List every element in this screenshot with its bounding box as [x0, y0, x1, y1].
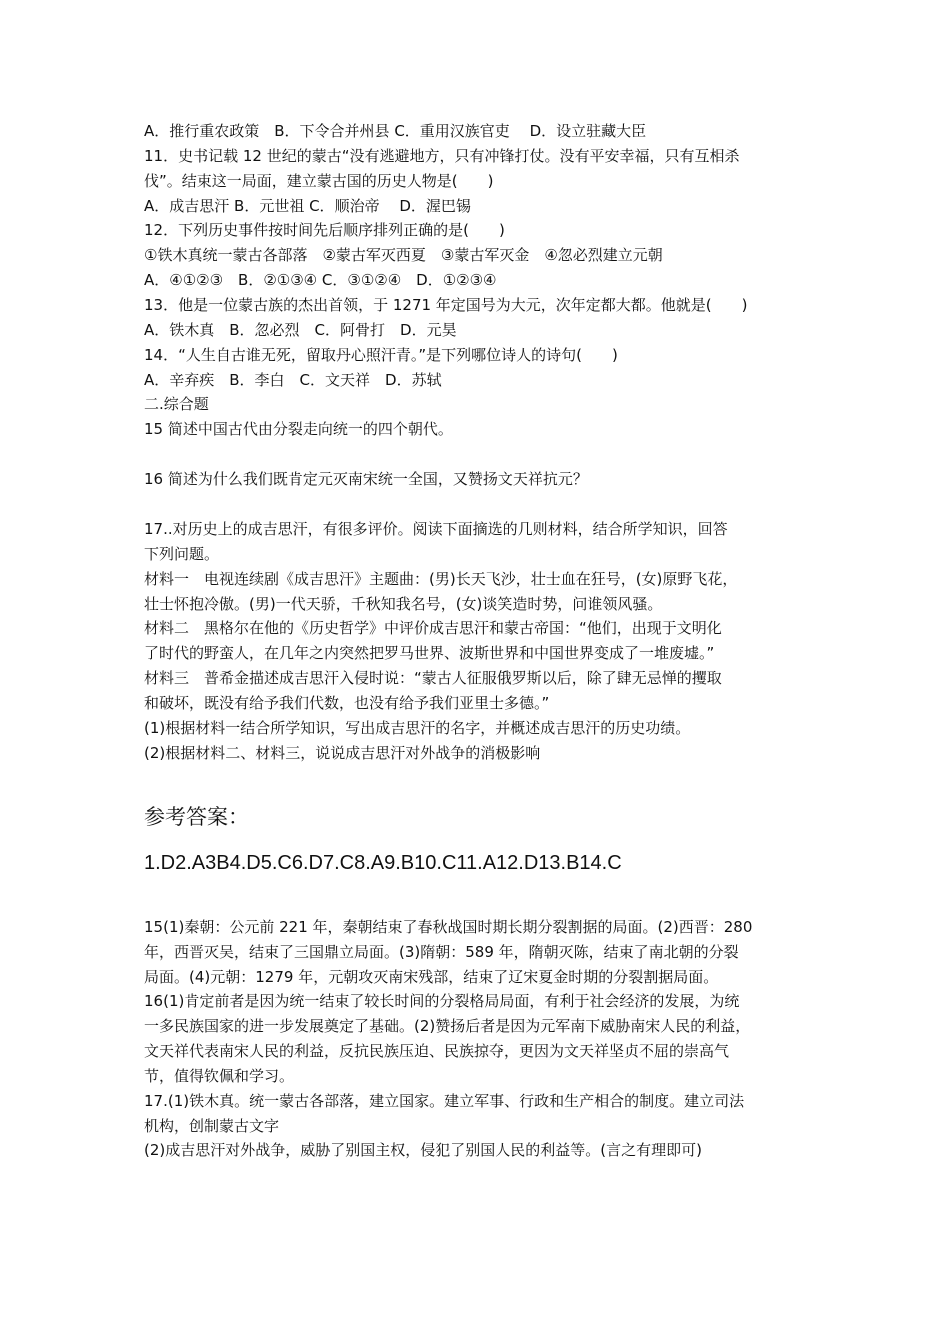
material3-line1: 材料三 普希金描述成吉思汗入侵时说：“蒙古人征服俄罗斯以后，除了肆无忌惮的攫取 — [144, 669, 722, 687]
q16-question: 16 简述为什么我们既肯定元灭南宋统一全国，又赞扬文天祥抗元？ — [144, 470, 588, 488]
answer16-line3: 文天祥代表南宋人民的利益，反抗民族压迫、民族掠夺，更因为文天祥坚贞不屈的崇高气 — [144, 1042, 730, 1060]
q11-stem-line1: 11．史书记载 12 世纪的蒙古“没有逃避地方，只有冲锋打仗。没有平安幸福，只有互相杀 — [144, 147, 740, 165]
answer17-line3: (2)成吉思汗对外战争，威胁了别国主权，侵犯了别国人民的利益等。(言之有理即可) — [144, 1141, 702, 1159]
material2-line1: 材料二 黑格尔在他的《历史哲学》中评价成吉思汗和蒙古帝国：“他们，出现于文明化 — [144, 619, 722, 637]
answer17-line2: 机构，创制蒙古文字 — [144, 1117, 280, 1135]
answer15-line2: 年，西晋灭吴，结束了三国鼎立局面。(3)隋朝：589 年，隋朝灭陈，结束了南北朝的分裂 — [144, 943, 739, 961]
q12-events: ①铁木真统一蒙古各部落 ②蒙古军灭西夏 ③蒙古军灭金 ④忽必烈建立元朝 — [144, 246, 663, 264]
answer-key: 1.D2.A3B4.D5.C6.D7.C8.A9.B10.C11.A12.D13.B14.C — [144, 852, 622, 874]
q13-options: A．铁木真 B．忽必烈 C．阿骨打 D．元昊 — [144, 321, 457, 339]
q15-question: 15 简述中国古代由分裂走向统一的四个朝代。 — [144, 420, 453, 438]
answer16-line2: 一多民族国家的进一步发展奠定了基础。(2)赞扬后者是因为元军南下威胁南宋人民的利益， — [144, 1017, 751, 1035]
q14-options: A．辛弃疾 B．李白 C．文天祥 D．苏轼 — [144, 371, 442, 389]
q17-stem-line1: 17..对历史上的成吉思汗，有很多评价。阅读下面摘选的几则材料，结合所学知识，回答 — [144, 520, 728, 538]
q14-stem: 14．“人生自古谁无死，留取丹心照汗青。”是下列哪位诗人的诗句( ) — [144, 346, 618, 364]
q13-stem: 13．他是一位蒙古族的杰出首领，于 1271 年定国号为大元，次年定都大都。他就是( ) — [144, 296, 748, 314]
answer16-line1: 16(1)肯定前者是因为统一结束了较长时间的分裂格局局面，有利于社会经济的发展，为统 — [144, 992, 740, 1010]
answer16-line4: 节，值得钦佩和学习。 — [144, 1067, 295, 1085]
material3-line2: 和破坏，既没有给予我们代数，也没有给予我们亚里士多德。” — [144, 694, 550, 712]
answers-heading: 参考答案： — [144, 805, 249, 829]
material1-line2: 壮士怀抱冷傲。(男)一代天骄，千秋知我名号，(女)谈笑造时势，问谁领风骚。 — [144, 595, 663, 613]
material2-line2: 了时代的野蛮人，在几年之内突然把罗马世界、波斯世界和中国世界变成了一堆废墟。” — [144, 644, 715, 662]
q17-subquestion-2: (2)根据材料二、材料三，说说成吉思汗对外战争的消极影响 — [144, 744, 541, 762]
q17-subquestion-1: (1)根据材料一结合所学知识，写出成吉思汗的名字，并概述成吉思汗的历史功绩。 — [144, 719, 691, 737]
material1-line1: 材料一 电视连续剧《成吉思汗》主题曲：(男)长天飞沙，壮士血在狂号，(女)原野飞花， — [144, 570, 738, 588]
q12-options: A．④①②③ B．②①③④ C．③①②④ D．①②③④ — [144, 271, 497, 289]
q11-stem-line2: 伐”。结束这一局面，建立蒙古国的历史人物是( ) — [144, 172, 494, 190]
answer15-line1: 15(1)秦朝：公元前 221 年，秦朝结束了春秋战国时期长期分裂割据的局面。(2)西晋：280 — [144, 918, 753, 936]
answer15-line3: 局面。(4)元朝：1279 年，元朝攻灭南宋残部，结束了辽宋夏金时期的分裂割据局面。 — [144, 968, 719, 986]
q10-options: A．推行重农政策 B．下令合并州县 C．重用汉族官吏 D．设立驻藏大臣 — [144, 122, 647, 140]
q12-stem: 12．下列历史事件按时间先后顺序排列正确的是( ) — [144, 221, 505, 239]
q17-stem-line2: 下列问题。 — [144, 545, 220, 563]
q11-options: A．成吉思汗 B．元世祖 C．顺治帝 D．渥巴锡 — [144, 197, 471, 215]
answer17-line1: 17.(1)铁木真。统一蒙古各部落，建立国家。建立军事、行政和生产相合的制度。建立司法 — [144, 1092, 745, 1110]
section2-heading: 二.综合题 — [144, 395, 209, 413]
